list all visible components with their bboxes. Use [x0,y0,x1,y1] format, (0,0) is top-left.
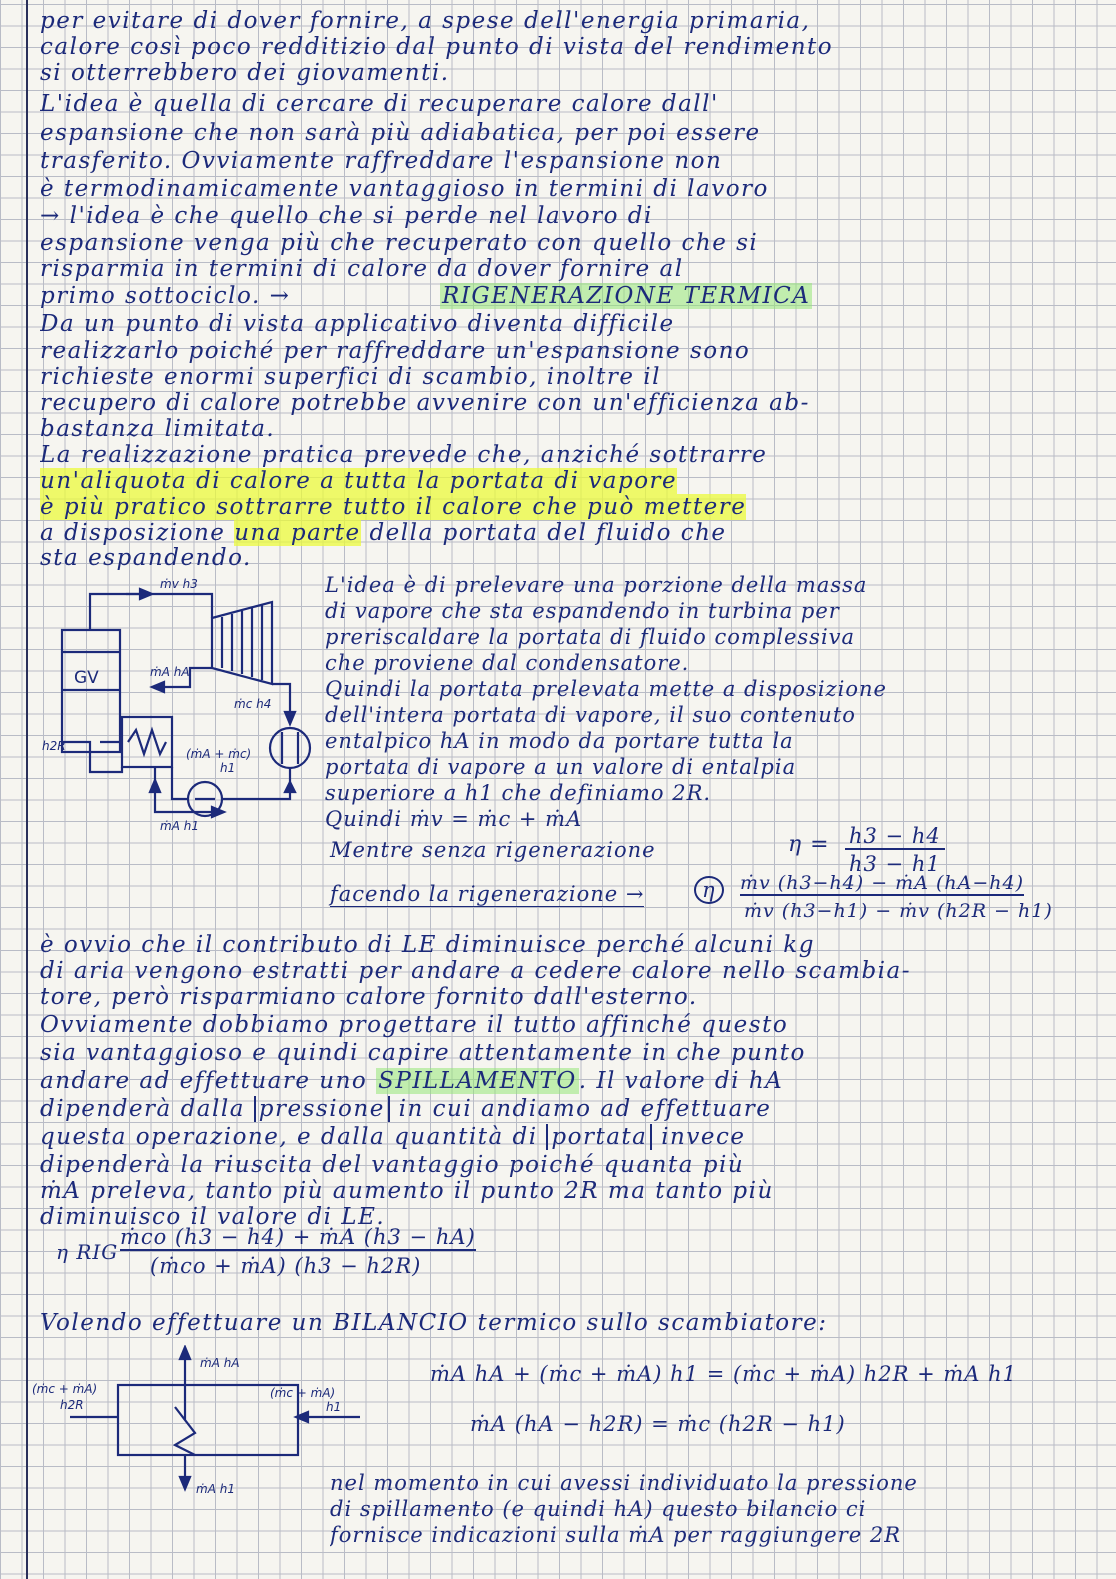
rigenerazione-title: RIGENERAZIONE TERMICA [442,283,811,309]
h2r-label: h2R [42,739,66,753]
note-line: L'idea è quella di cercare di recuperare calore dall' [40,91,719,117]
pressione-word: pressione [254,1096,390,1122]
gv-label: GV [74,668,99,688]
note-line: calore così poco redditizio dal punto di vista del rendimento [40,34,834,60]
note-line: tore, però risparmiano calore fornito dall'esterno. [40,984,698,1010]
note-line: Ovviamente dobbiamo progettare il tutto affinché questo [40,1012,789,1038]
note-line: questa operazione, e dalla quantità di portata invece [40,1124,746,1150]
note-line: risparmia in termini di calore da dover fornire al [40,256,684,282]
bilancio-eq2: ṁA (hA − h2R) = ṁc (h2R − h1) [470,1412,846,1436]
eta-circled: η [694,876,724,904]
left-h2r-label: h2R [60,1398,84,1412]
note-line: dipenderà dalla pressione in cui andiamo ad effettuare [40,1096,772,1122]
note-line: si otterrebbero dei giovamenti. [40,60,450,86]
eta-con-label: facendo la rigenerazione → [330,882,645,906]
note-line: trasferito. Ovviamente raffreddare l'espansione non [40,148,723,174]
side-line: preriscaldare la portata di fluido complessiva [325,625,856,649]
note-line: La realizzazione pratica prevede che, anziché sottrarre [40,442,768,468]
note-line: Da un punto di vista applicativo diventa difficile [40,311,675,337]
right-flow-label: (ṁc + ṁA) [270,1386,336,1400]
eta-senza-num: h3 − h4 [845,824,945,850]
highlighted-line: è più pratico sottrarre tutto il calore che può mettere [40,494,747,520]
ma-h1-label: ṁA h1 [160,819,199,833]
ma-h1-bottom-label: ṁA h1 [196,1482,235,1496]
bilancio-line: Volendo effettuare un BILANCIO termico sullo scambiatore: [40,1310,828,1336]
side-line: L'idea è di prelevare una porzione della massa [325,573,868,597]
eta-con-num: ṁv (h3−h4) − ṁA (hA−h4) [740,872,1024,894]
note-line: espansione che non sarà più adiabatica, per poi essere [40,120,761,146]
margin-line [26,0,28,1579]
note-line: bastanza limitata. [40,416,276,442]
h1-label: h1 [220,761,236,775]
note-line: ṁA preleva, tanto più aumento il punto 2R ma tanto più [40,1178,774,1204]
note-line: espansione venga più che recuperato con quello che si [40,230,759,256]
note-line: richieste enormi superfici di scambio, inoltre il [40,364,661,390]
eta-rig-num: ṁco (h3 − h4) + ṁA (h3 − hA) [120,1225,476,1249]
left-flow-label: (ṁc + ṁA) [32,1382,98,1396]
side-line: che proviene dal condensatore. [325,651,690,675]
note-line: recupero di calore potrebbe avvenire con un'efficienza ab- [40,390,810,416]
note-line: sta espandendo. [40,545,252,571]
eta-rig-den: (ṁco + ṁA) (h3 − h2R) [150,1254,422,1278]
eta-rig-label: η RIG [56,1240,119,1264]
plant-diagram [40,572,320,872]
note-line: diminuisco il valore di LE. [40,1204,386,1230]
side-line: Quindi la portata prelevata mette a disposizione [325,677,887,701]
eta-senza-den: h3 − h1 [849,852,941,876]
final-line: fornisce indicazioni sulla ṁA per raggiungere 2R [330,1523,902,1547]
mix-flow-label: (ṁA + ṁc) [186,747,252,761]
side-line: superiore a h1 che definiamo 2R. [325,781,712,805]
note-line: → l'idea è che quello che si perde nel lavoro di [40,203,653,229]
bilancio-eq1: ṁA hA + (ṁc + ṁA) h1 = (ṁc + ṁA) h2R + ṁA h1 [430,1362,1018,1386]
ma-ha-top-label: ṁA hA [200,1356,240,1370]
note-line: dipenderà la riuscita del vantaggio poiché quanta più [40,1152,745,1178]
ma-ha-label: ṁA hA [150,665,190,679]
eta-con-den: ṁv (h3−h1) − ṁv (h2R − h1) [744,900,1053,922]
note-line: per evitare di dover fornire, a spese dell'energia primaria, [40,8,811,34]
right-h1-label: h1 [326,1400,342,1414]
side-line: di vapore che sta espandendo in turbina per [325,599,840,623]
eta-senza-label: Mentre senza rigenerazione [330,838,656,862]
portata-word: portata [546,1124,652,1150]
side-line: dell'intera portata di vapore, il suo contenuto [325,703,856,727]
note-line: a disposizione una parte della portata del fluido che [40,520,727,546]
side-line: Quindi ṁv = ṁc + ṁA [325,807,583,831]
mc-h4-label: ṁc h4 [234,697,272,711]
highlighted-line: un'aliquota di calore a tutta la portata di vapore [40,468,678,494]
side-line: entalpico hA in modo da portare tutta la [325,729,794,753]
side-line: portata di vapore a un valore di entalpia [325,755,797,779]
eta-symbol: η = [788,832,830,857]
final-line: di spillamento (e quindi hA) questo bilancio ci [330,1497,867,1521]
spillamento-word: SPILLAMENTO [378,1068,577,1094]
final-line: nel momento in cui avessi individuato la pressione [330,1471,918,1495]
note-line: primo sottociclo. → [40,283,291,309]
note-line: realizzarlo poiché per raffreddare un'espansione sono [40,338,751,364]
mv-h3-label: ṁv h3 [160,577,198,591]
note-line: andare ad effettuare uno SPILLAMENTO. Il valore di hA [40,1068,784,1094]
note-line: di aria vengono estratti per andare a cedere calore nello scambia- [40,958,912,984]
note-line: è termodinamicamente vantaggioso in termini di lavoro [40,176,769,202]
note-line: è ovvio che il contributo di LE diminuisce perché alcuni kg [40,932,815,958]
bilancio-word: BILANCIO [333,1310,469,1336]
note-line: sia vantaggioso e quindi capire attentamente in che punto [40,1040,806,1066]
